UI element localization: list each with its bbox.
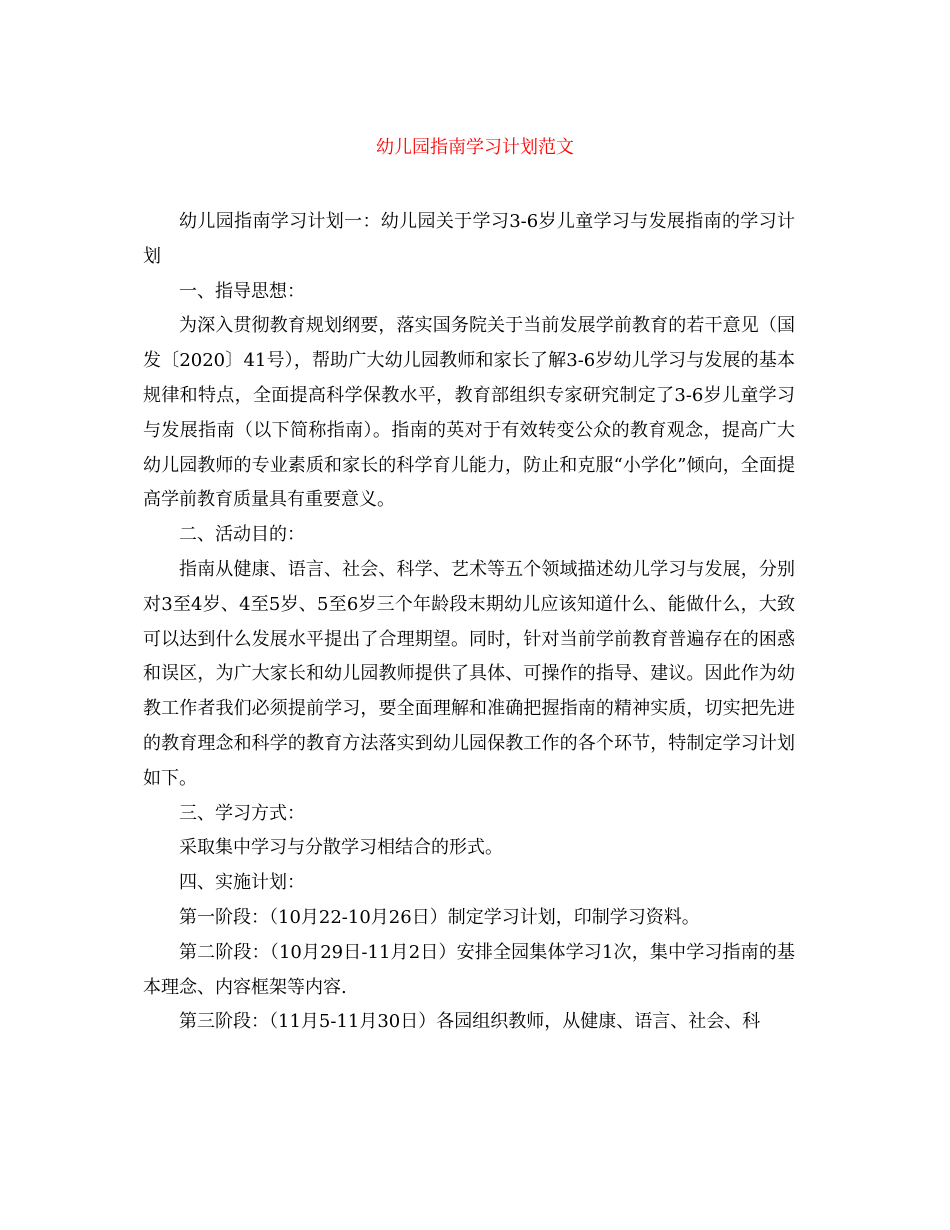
document-title: 幼儿园指南学习计划范文 <box>376 137 574 158</box>
paragraph-guiding-ideology: 为深入贯彻教育规划纲要，落实国务院关于当前发展学前教育的若干意见（国发〔2020〕41号），帮助广大幼儿园教师和家长了解3-6岁幼儿学习与发展的基本规律和特点，全面提高科学保教水平，教育部组织专家研究制定了3-6岁儿童学习与发展指南（以下简称指南）。指南的英对于有效转变公众的教育观念，提高广大幼儿园教师的专业素质和家长的科学育儿能力，防止和克服“小学化”倾向，全面提高学前教育质量具有重要意义。 <box>143 315 795 511</box>
heading-implementation-plan: 四、实施计划： <box>179 872 305 894</box>
heading-activity-purpose: 二、活动目的： <box>179 524 305 546</box>
paragraph-activity-purpose: 指南从健康、语言、社会、科学、艺术等五个领域描述幼儿学习与发展，分别对3至4岁、4至5岁、5至6岁三个年龄段末期幼儿应该知道什么、能做什么，大致可以达到什么发展水平提出了合理期望。同时，针对当前学前教育普遍存在的困惑和误区，为广大家长和幼儿园教师提供了具体、可操作的指导、建议。因此作为幼教工作者我们必须提前学习，要全面理解和准确把握指南的精神实质，切实把先进的教育理念和科学的教育方法落实到幼儿园保教工作的各个环节，特制定学习计划如下。 <box>143 558 795 789</box>
paragraph-intro: 幼儿园指南学习计划一：幼儿园关于学习3-6岁儿童学习与发展指南的学习计划 <box>143 211 795 267</box>
heading-guiding-ideology: 一、指导思想： <box>179 280 305 302</box>
heading-learning-method: 三、学习方式： <box>179 802 305 824</box>
paragraph-learning-method: 采取集中学习与分散学习相结合的形式。 <box>179 837 503 859</box>
paragraph-stage-two: 第二阶段：（10月29日-11月2日）安排全园集体学习1次，集中学习指南的基本理念、内容框架等内容. <box>143 941 795 998</box>
document-body <box>143 205 795 1040</box>
paragraph-stage-one: 第一阶段：（10月22-10月26日）制定学习计划，印制学习资料。 <box>179 906 700 928</box>
paragraph-stage-three: 第三阶段：（11月5-11月30日）各园组织教师，从健康、语言、社会、科 <box>179 1011 761 1033</box>
